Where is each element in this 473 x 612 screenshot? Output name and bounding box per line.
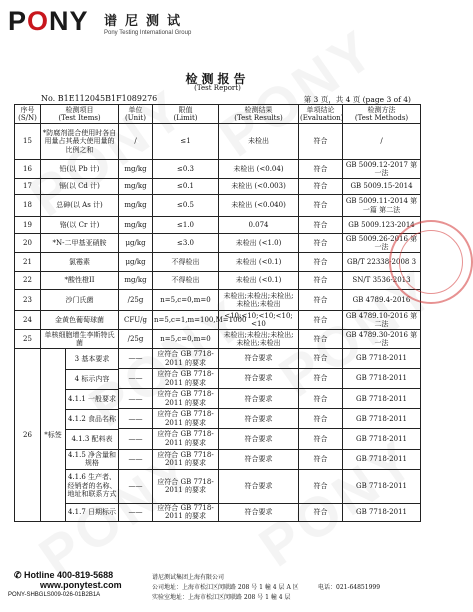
cell-limit: 应符合 GB 7718-2011 的要求 (153, 449, 219, 469)
cell-unit: /25g (119, 290, 153, 311)
cell-method: GB 7718-2011 (343, 349, 421, 369)
website: www.ponytest.com (40, 580, 122, 590)
cell-sn: 24 (15, 311, 41, 330)
column-header-en: (Test Results) (234, 114, 283, 122)
cell-eval: 符合 (299, 179, 343, 195)
cell-item: 沙门氏菌 (41, 290, 119, 311)
cell-eval: 符合 (299, 349, 343, 369)
column-header-zh: 检测结果 (244, 105, 273, 114)
cell-item: 金黄色葡萄球菌 (41, 311, 119, 330)
cell-eval: 符合 (299, 124, 343, 160)
cell-result: 未检出;未检出;未检出;未检出;未检出 (219, 330, 299, 349)
cell-method: GB 5009.12-2017 第一法 (343, 160, 421, 179)
cell-eval: 符合 (299, 195, 343, 217)
cell-result: <10;<10;<10;<10;<10 (219, 311, 299, 330)
cell-item: *防腐剂混合使用时各自用量占其最大使用量的比例之和 (41, 124, 119, 160)
table-row (15, 253, 421, 272)
cell-method: GB 5009.11-2014 第一篇 第二法 (343, 195, 421, 217)
company-label: 谱尼测试集团上海有限公司 (152, 574, 225, 581)
cell-unit: —— (119, 409, 153, 429)
cell-sn: 17 (15, 179, 41, 195)
column-header-zh: 限值 (178, 105, 193, 114)
column-header-en: (S/N) (18, 114, 37, 122)
column-header (41, 105, 119, 124)
cell-method: GB 4789.10-2016 第二法 (343, 311, 421, 330)
cell-unit: —— (119, 503, 153, 521)
cell-method: GB 7718-2011 (343, 409, 421, 429)
cell-method: GB 4789.30-2016 第一法 (343, 330, 421, 349)
cell-sn: 23 (15, 290, 41, 311)
table-row (15, 160, 421, 179)
cell-limit: ≤0.3 (153, 160, 219, 179)
cell-result: 符合要求 (219, 469, 299, 503)
company-address: 公司地址：上海市松江区闵联路 208 号 1 幢 4 层 A 区 (152, 584, 299, 591)
cell-result: 符合要求 (219, 429, 299, 449)
cell-unit: —— (119, 349, 153, 369)
brand-header (8, 8, 198, 42)
column-header (153, 105, 219, 124)
cell-unit: μg/kg (119, 234, 153, 253)
cell-method: GB 5009.15-2014 (343, 179, 421, 195)
cell-method: GB 7718-2011 (343, 449, 421, 469)
results-table (14, 104, 421, 522)
cell-result: 0.074 (219, 217, 299, 234)
cell-sn: 26 (15, 349, 41, 522)
cell-eval: 符合 (299, 409, 343, 429)
cell-result: 符合要求 (219, 389, 299, 409)
cell-method: GB 7718-2011 (343, 469, 421, 503)
cell-limit: 应符合 GB 7718-2011 的要求 (153, 389, 219, 409)
cell-limit: ≤0.1 (153, 179, 219, 195)
cell-eval: 符合 (299, 160, 343, 179)
cell-eval: 符合 (299, 330, 343, 349)
cell-method: GB 7718-2011 (343, 389, 421, 409)
column-header-en: (Unit) (125, 114, 146, 122)
cell-unit: —— (119, 469, 153, 503)
cell-sn: 18 (15, 195, 41, 217)
cell-unit: —— (119, 429, 153, 449)
cell-unit: mg/kg (119, 272, 153, 290)
cell-item: 总砷(以 As 计) (41, 195, 119, 217)
cell-method: GB/T 22338-2008 3 (343, 253, 421, 272)
cell-unit: mg/kg (119, 217, 153, 234)
report-number: No. B1E112045B1F1089276 (41, 94, 158, 103)
cell-limit: 应符合 GB 7718-2011 的要求 (153, 503, 219, 521)
label-subitem: 4.1.6 生产者、经销者的名称、地址和联系方式 (66, 469, 119, 503)
cell-method: GB 4789.4-2016 (343, 290, 421, 311)
table-row (15, 195, 421, 217)
cell-sn: 22 (15, 272, 41, 290)
cell-limit: n=5,c=1,m=100,M=1000 (153, 311, 219, 330)
column-header-zh: 检测方法 (367, 105, 396, 114)
cell-unit: —— (119, 369, 153, 389)
label-subitem: 4.1.3 配料表 (66, 429, 119, 449)
cell-eval: 符合 (299, 369, 343, 389)
table-row (15, 290, 421, 311)
document-code: PONY-SHBGLS009-026-01B2B1A (8, 592, 101, 598)
cell-unit: mg/kg (119, 160, 153, 179)
cell-limit: 应符合 GB 7718-2011 的要求 (153, 469, 219, 503)
cell-result: 未检出 (<0.040) (219, 195, 299, 217)
cell-method: GB 7718-2011 (343, 429, 421, 449)
cell-result: 未检出 (<0.1) (219, 253, 299, 272)
cell-result: 未检出 (<0.003) (219, 179, 299, 195)
cell-eval: 符合 (299, 503, 343, 521)
column-header (299, 105, 343, 124)
cell-limit: n=5,c=0,m=0 (153, 290, 219, 311)
company-logo: PONY (8, 6, 89, 36)
cell-limit: n=5,c=0,m=0 (153, 330, 219, 349)
cell-limit: 不得检出 (153, 253, 219, 272)
cell-unit: —— (119, 389, 153, 409)
label-subitem: 4.1.1 一般要求 (66, 389, 119, 409)
column-header (15, 105, 41, 124)
cell-method: SN/T 3536-2013 (343, 272, 421, 290)
cell-eval: 符合 (299, 389, 343, 409)
cell-unit: /25g (119, 330, 153, 349)
logo-chinese-name: 谱尼测试 (104, 14, 189, 29)
label-subitems-table (41, 349, 118, 521)
seal-stamp-icon (389, 220, 473, 304)
cell-limit: ≤1 (153, 124, 219, 160)
cell-item: 镉(以 Cd 计) (41, 179, 119, 195)
cell-sn: 15 (15, 124, 41, 160)
cell-eval: 符合 (299, 469, 343, 503)
cell-result: 符合要求 (219, 409, 299, 429)
column-header-en: (Test Methods) (354, 114, 409, 122)
cell-result: 符合要求 (219, 503, 299, 521)
cell-limit: ≤0.5 (153, 195, 219, 217)
label-subitem: 3 基本要求 (66, 349, 119, 369)
cell-sn: 25 (15, 330, 41, 349)
table-row (15, 179, 421, 195)
cell-method: GB 7718-2011 (343, 503, 421, 521)
cell-unit: μg/kg (119, 253, 153, 272)
column-header (119, 105, 153, 124)
cell-result: 符合要求 (219, 369, 299, 389)
cell-item: 铅(以 Pb 计) (41, 160, 119, 179)
hotline: ✆ Hotline 400-819-5688 (14, 570, 114, 580)
cell-limit: ≤1.0 (153, 217, 219, 234)
table-row (15, 124, 421, 160)
cell-item: *N-二甲基亚硝胺 (41, 234, 119, 253)
label-item-group (41, 349, 119, 522)
label-subitem: 4.1.7 日期标示 (67, 508, 117, 516)
report-title: 检测报告 (185, 72, 250, 86)
cell-limit: 应符合 GB 7718-2011 的要求 (153, 409, 219, 429)
cell-eval: 符合 (299, 234, 343, 253)
cell-result: 未检出;未检出;未检出;未检出;未检出 (219, 290, 299, 311)
cell-sn: 16 (15, 160, 41, 179)
column-header-zh: 单项结论 (306, 105, 335, 114)
table-row (15, 272, 421, 290)
cell-limit: ≤3.0 (153, 234, 219, 253)
column-header-zh: 单位 (128, 105, 143, 114)
cell-unit: mg/kg (119, 195, 153, 217)
table-row (15, 311, 421, 330)
cell-eval: 符合 (299, 290, 343, 311)
cell-unit: / (119, 124, 153, 160)
cell-result: 符合要求 (219, 449, 299, 469)
table-row (15, 330, 421, 349)
cell-item: *酸性橙II (41, 272, 119, 290)
column-header-en: (Limit) (173, 114, 198, 122)
cell-sn: 21 (15, 253, 41, 272)
cell-eval: 符合 (299, 429, 343, 449)
cell-result: 未检出 (<1.0) (219, 234, 299, 253)
page-indicator: 第 3 页，共 4 页 (page 3 of 4) (303, 95, 411, 104)
cell-result: 未检出 (<0.04) (219, 160, 299, 179)
cell-method: GB 5009.123-2014 (343, 217, 421, 234)
cell-sn: 20 (15, 234, 41, 253)
label-subitem: 4 标示内容 (66, 369, 119, 389)
label-subitem-row (15, 349, 421, 369)
label-main-item: *标签 (41, 349, 66, 521)
column-header-en: (Test Items) (58, 114, 101, 122)
cell-limit: 应符合 GB 7718-2011 的要求 (153, 369, 219, 389)
table-header-row (15, 105, 421, 124)
cell-sn: 19 (15, 217, 41, 234)
cell-item: 氯霉素 (41, 253, 119, 272)
table-row (15, 234, 421, 253)
report-subtitle: (Test Report) (194, 84, 241, 92)
cell-limit: 应符合 GB 7718-2011 的要求 (153, 349, 219, 369)
column-header-zh: 序号 (20, 105, 35, 114)
label-subitem: 4.1.2 食品名称 (66, 409, 119, 429)
column-header (219, 105, 299, 124)
table-row (15, 217, 421, 234)
cell-eval: 符合 (299, 253, 343, 272)
cell-method: GB 5009.26-2016 第一法 (343, 234, 421, 253)
logo-english-name: Pony Testing International Group (104, 30, 192, 36)
cell-item: 单核细胞增生李斯特氏菌 (41, 330, 119, 349)
column-header-en: (Evaluation) (300, 114, 344, 122)
column-header (343, 105, 421, 124)
phone-number: 电话：021-64851999 (318, 584, 381, 591)
cell-unit: mg/kg (119, 179, 153, 195)
cell-unit: CFU/g (119, 311, 153, 330)
cell-unit: —— (119, 449, 153, 469)
cell-result: 符合要求 (219, 349, 299, 369)
label-subitem: 4.1.5 净含量和规格 (66, 449, 119, 469)
cell-method: / (343, 124, 421, 160)
cell-result: 未检出 (219, 124, 299, 160)
cell-limit: 应符合 GB 7718-2011 的要求 (153, 429, 219, 449)
lab-address: 实验室地址：上海市松江区闵联路 208 号 1 幢 4 层 (152, 594, 291, 601)
cell-method: GB 7718-2011 (343, 369, 421, 389)
cell-eval: 符合 (299, 449, 343, 469)
cell-eval: 符合 (299, 272, 343, 290)
cell-limit: 不得检出 (153, 272, 219, 290)
cell-result: 未检出 (<0.1) (219, 272, 299, 290)
cell-eval: 符合 (299, 217, 343, 234)
cell-item: 铬(以 Cr 计) (41, 217, 119, 234)
cell-eval: 符合 (299, 311, 343, 330)
column-header-zh: 检测项目 (65, 105, 94, 114)
